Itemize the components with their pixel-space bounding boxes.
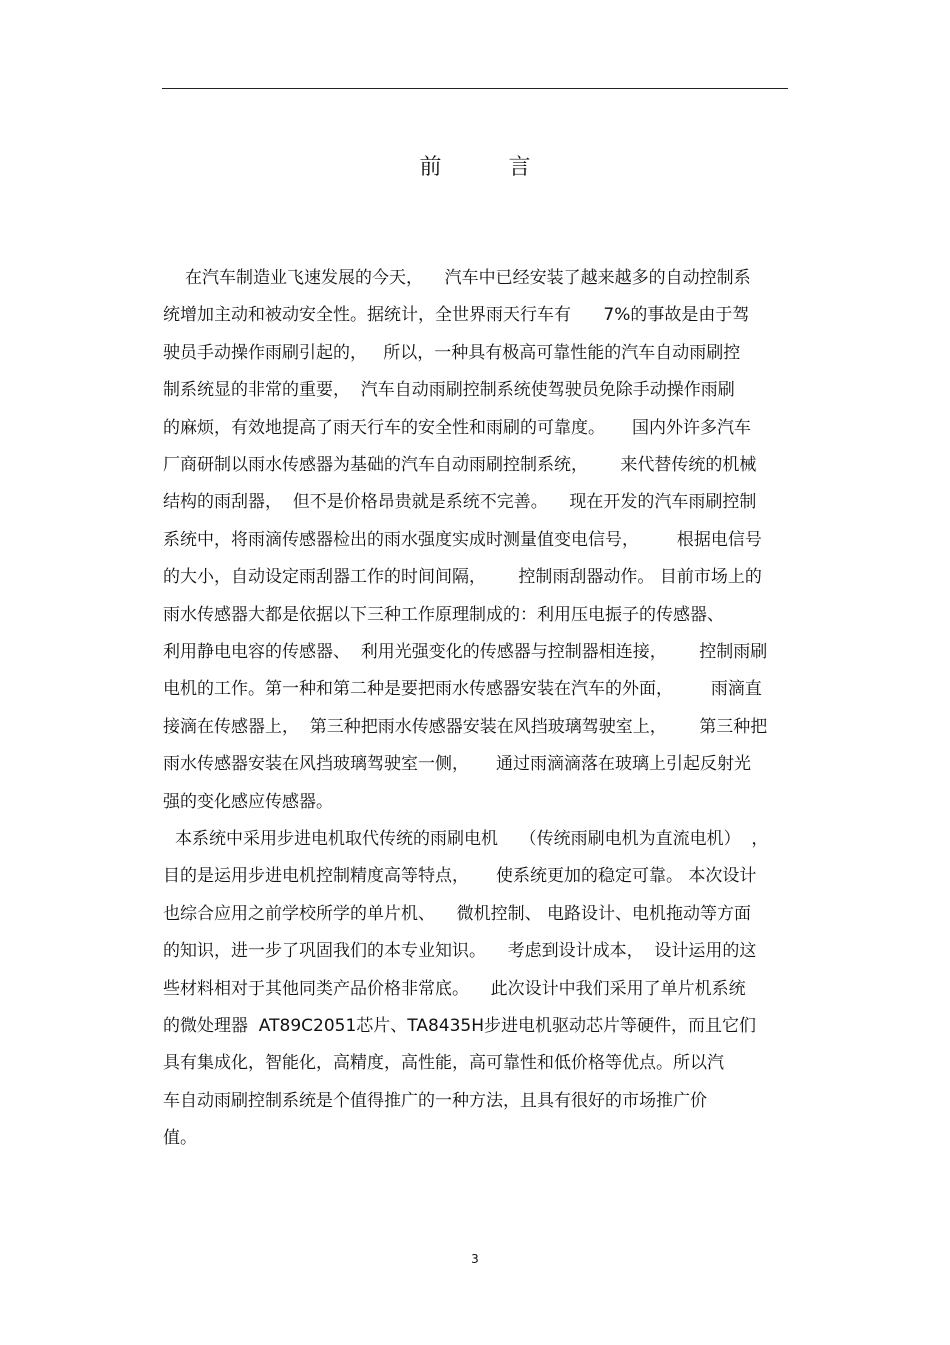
text-line: 系统中，将雨滴传感器检出的雨水强度实成时测量值变电信号， 根据电信号 — [163, 529, 762, 550]
text-line: 电机的工作。第一种和第二种是要把雨水传感器安装在汽车的外面， 雨滴直 — [163, 679, 762, 700]
text-line: 驶员手动操作雨刷引起的， 所以，一种具有极高可靠性能的汽车自动雨刷控 — [163, 342, 741, 363]
header-rule — [162, 88, 788, 89]
text-line: 利用静电电容的传感器、 利用光强变化的传感器与控制器相连接， 控制雨刷 — [163, 642, 768, 662]
text-line: 的大小，自动设定雨刮器工作的时间间隔， 控制雨刮器动作。 目前市场上的 — [163, 567, 762, 588]
text-line: 本系统中采用步进电机取代传统的雨刷电机 （传统雨刷电机为直流电机） ， — [175, 829, 769, 849]
text-line: 目的是运用步进电机控制精度高等特点， 使系统更加的稳定可靠。 本次设计 — [163, 866, 757, 887]
text-line: 也综合应用之前学校所学的单片机、 微机控制、 电路设计、电机拖动等方面 — [163, 903, 752, 924]
page-number: 3 — [471, 1252, 479, 1266]
page-title: 前 言 — [419, 155, 561, 180]
text-line: 具有集成化，智能化，高精度，高性能，高可靠性和低价格等优点。所以汽 — [163, 1053, 724, 1074]
text-line: 强的变化感应传感器。 — [163, 791, 333, 812]
text-line: 制系统显的非常的重要， 汽车自动雨刷控制系统使驾驶员免除手动操作雨刷 — [163, 380, 735, 401]
text-line: 值。 — [163, 1128, 197, 1149]
text-line: 些材料相对于其他同类产品价格非常底。 此次设计中我们采用了单片机系统 — [163, 978, 746, 999]
text-line: 接滴在传感器上， 第三种把雨水传感器安装在风挡玻璃驾驶室上， 第三种把 — [163, 716, 768, 737]
text-line: 厂商研制以雨水传感器为基础的汽车自动雨刷控制系统， 来代替传统的机械 — [163, 455, 757, 475]
text-line: 车自动雨刷控制系统是个值得推广的一种方法，且具有很好的市场推广价 — [163, 1090, 707, 1111]
text-line: 的知识，进一步了巩固我们的本专业知识。 考虑到设计成本， 设计运用的这 — [163, 941, 757, 962]
text-line: 雨水传感器安装在风挡玻璃驾驶室一侧， 通过雨滴滴落在玻璃上引起反射光 — [163, 754, 752, 775]
text-line: 雨水传感器大都是依据以下三种工作原理制成的：利用压电振子的传感器、 — [163, 604, 724, 625]
text-line: 的麻烦，有效地提高了雨天行车的安全性和雨刷的可靠度。 国内外许多汽车 — [163, 417, 752, 438]
text-line: 统增加主动和被动安全性。据统计，全世界雨天行车有 7%的事故是由于驾 — [163, 305, 750, 326]
text-line: 在汽车制造业飞速发展的今天， 汽车中已经安装了越来越多的自动控制系 — [185, 268, 751, 288]
text-line: 结构的雨刮器， 但不是价格昂贵就是系统不完善。 现在开发的汽车雨刷控制 — [163, 492, 757, 513]
text-line: 的微处理器 AT89C2051芯片、TA8435H步进电机驱动芯片等硬件，而且它们 — [163, 1016, 757, 1036]
